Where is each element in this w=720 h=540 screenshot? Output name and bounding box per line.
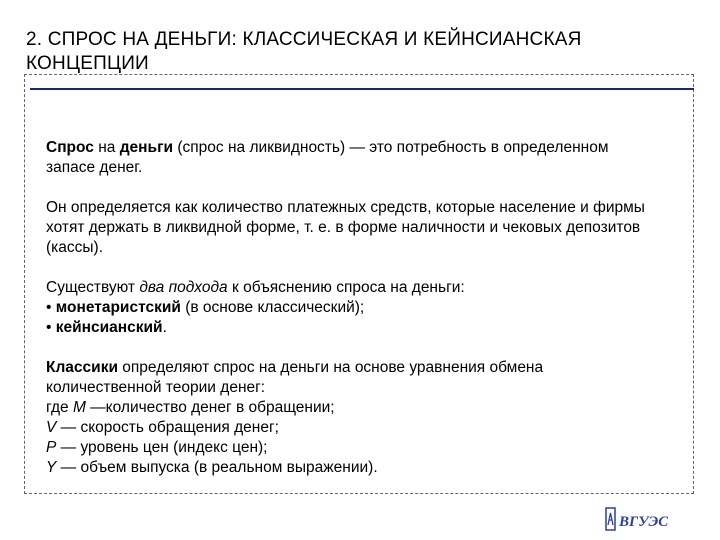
term-classics: Классики	[46, 359, 118, 376]
term-monetarist: монетаристский	[55, 299, 181, 316]
text: (в основе классический);	[180, 299, 365, 316]
paragraph-classics	[46, 358, 656, 478]
term-money: деньги	[119, 139, 174, 156]
text: — уровень цен (индекс цен);	[56, 439, 268, 456]
var-m: M	[72, 399, 86, 416]
text: где	[46, 399, 73, 416]
logo-emblem	[606, 508, 615, 530]
blue-rule	[30, 88, 694, 90]
text: —количество денег в обращении;	[85, 399, 335, 416]
paragraph-definition	[46, 138, 656, 178]
term-two-approaches: два подхода	[139, 279, 228, 296]
var-p: P	[46, 439, 57, 456]
term-keynesian: кейнсианский	[55, 319, 163, 336]
bullet: •	[46, 299, 56, 316]
text: .	[162, 319, 167, 336]
var-y: Y	[46, 459, 57, 476]
university-logo	[604, 505, 668, 533]
text: Существуют	[46, 279, 140, 296]
page-title: 2. СПРОС НА ДЕНЬГИ: КЛАССИЧЕСКАЯ И КЕЙНСИАНСКАЯ КОНЦЕПЦИИ	[26, 29, 582, 74]
text: — скорость обращения денег;	[56, 419, 279, 436]
body-text	[46, 138, 656, 478]
bullet: •	[46, 319, 56, 336]
text: на	[93, 139, 120, 156]
term-demand: Спрос	[46, 139, 94, 156]
paragraph-determination: Он определяется как количество платежных средств, которые население и фирмы хотят держать в ликвидной форме, т. е. в форме наличности и чековых депозитов (кассы).	[46, 199, 645, 256]
text: — объем выпуска (в реальном выражении).	[56, 459, 378, 476]
text: к объяснению спроса на деньги:	[227, 279, 465, 296]
paragraph-approaches	[46, 278, 656, 338]
logo-text: ВГУЭС	[619, 514, 668, 530]
text: определяют спрос на деньги на основе уравнения обмена количественной теории денег:	[46, 359, 544, 396]
var-v: V	[46, 419, 57, 436]
logo-emblem-mark	[608, 513, 613, 525]
text: (спрос на ликвидность) — это потребность в определенном запасе денег.	[46, 139, 609, 176]
